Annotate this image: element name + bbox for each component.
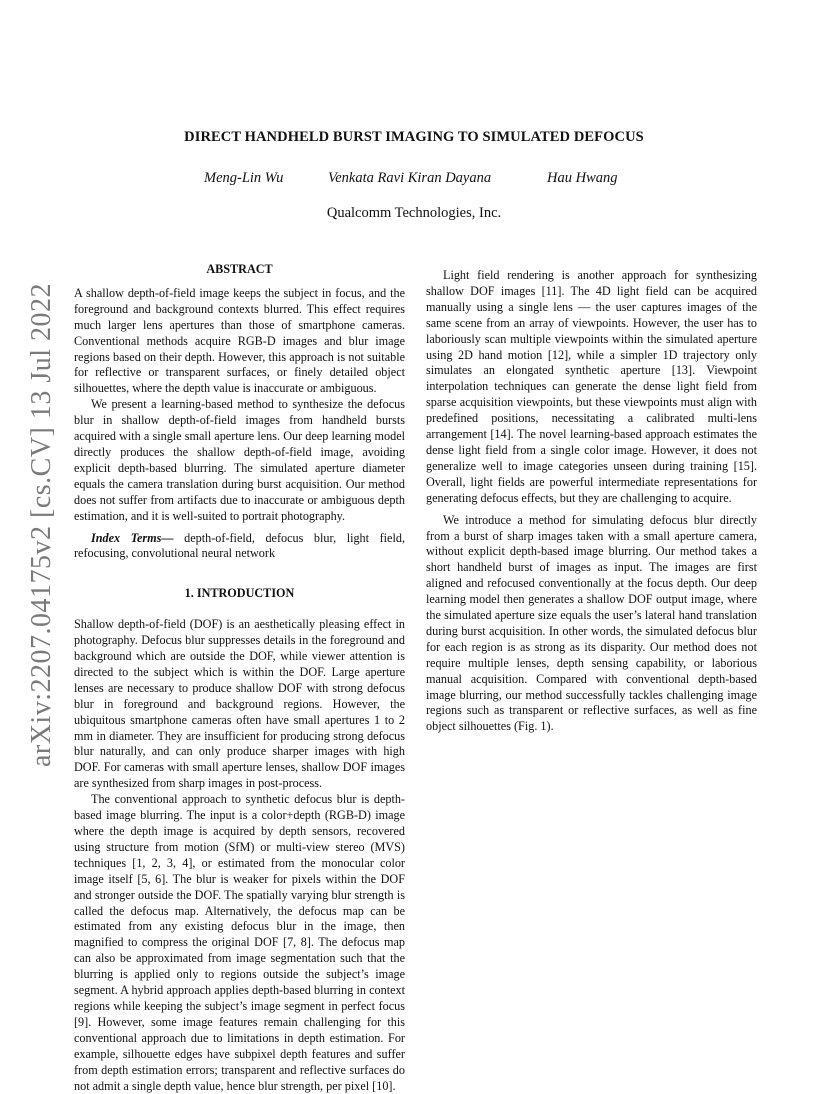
arxiv-sidebar [22, 282, 62, 768]
index-terms-label: Index Terms— [91, 530, 174, 545]
intro-heading: 1. INTRODUCTION [184, 586, 295, 601]
index-terms [74, 531, 405, 563]
author-1: Meng-Lin Wu [204, 170, 284, 186]
abstract-paragraph-1: A shallow depth-of-field image keeps the subject in focus, and the foreground and background contexts blurred. This effect requires much larger lens apertures than those of smartphone cameras. Conventional methods acquire RGB-D images and blur image regions based on their depth. However, this approach is not suitable for reflective or transparent surfaces, or finely detailed object silhouettes, where the depth value is inaccurate or ambiguous. [74, 285, 405, 396]
abstract-heading: ABSTRACT [206, 262, 273, 276]
abstract-paragraph-2: We present a learning-based method to synthesize the defocus blur in shallow depth-of-field images from handheld bursts acquired with a single small aperture lens. Our deep learning model directly produces the shallow depth-of-field image, avoiding explicit depth-based blurring. The simulated aperture diameter equals the camera translation during burst acquisition. Our method does not suffer from artifacts due to inaccurate or ambiguous depth estimation, and it is well-suited to portrait photography. [74, 397, 405, 523]
left-column [74, 262, 405, 1094]
paper-title: DIRECT HANDHELD BURST IMAGING TO SIMULATED DEFOCUS [184, 129, 644, 145]
intro-paragraph-2: The conventional approach to synthetic defocus blur is depth-based image blurring. The input is a color+depth (RGB-D) image where the depth image is acquired by depth sensors, recovered using structure from motion (SfM) or multi-view stereo (MVS) techniques [1, 2, 3, 4], or estimated from the monocular color image itself [5, 6]. The blur is weaker for pixels within the DOF and stronger outside the DOF. The spatially varying blur strength is called the defocus map. Alternatively, the defocus map can be estimated from any existing defocus blur in the image, then magnified to compress the original DOF [7, 8]. The defocus map can also be approximated from image segmentation such that the blurring is applied only to regions outside the subject’s image segment. A hybrid approach applies depth-based blurring in context regions while keeping the subject’s image segment in perfect focus [9]. However, some image features remain challenging for this conventional approach due to limitations in depth estimation. For example, silhouette edges have subpixel depth features and suffer from depth estimation errors; transparent and reflective surfaces do not admit a single depth value, hence blur strength, per pixel [10]. [74, 792, 405, 1093]
intro-paragraph-1: Shallow depth-of-field (DOF) is an aesthetically pleasing effect in photography. Defocus blur suppresses details in the foreground and background which are outside the DOF, while viewer attention is directed to the subject which is within the DOF. Large aperture lenses are necessary to produce shallow DOF with strong defocus blur in foreground and background regions. However, the ubiquitous smartphone cameras often have small apertures 1 to 2 mm in diameter. They are insufficient for producing strong defocus blur naturally, and can only produce sharper images with high DOF. For cameras with small aperture lenses, shallow DOF images are synthesized from sharp images in post-process. [74, 617, 405, 791]
author-3: Hau Hwang [547, 170, 618, 186]
intro-paragraph-3: Light field rendering is another approach for synthesizing shallow DOF images [11]. The 4D light field can be acquired manually using a single lens — the user captures images of the same scene from an array of viewpoints. However, the user has to laboriously scan multiple viewpoints within the simulated aperture using 2D hand motion [12], while a simpler 1D trajectory only simulates an elongated synthetic aperture [13]. Viewpoint interpolation techniques can generate the dense light field from sparse acquisition viewpoints, but these viewpoints must align with predefined positions, necessitating a calibrated multi-lens arrangement [14]. The novel learning-based approach estimates the dense light field from a single color image. However, it does not generalize well to image categories unseen during training [15]. Overall, light fields are powerful intermediate representations for generating defocus effects, but they are challenging to acquire. [426, 268, 757, 505]
intro-paragraph-4: We introduce a method for simulating defocus blur directly from a burst of sharp images taken with a small aperture camera, without explicit depth-based image blurring. Our method takes a short handheld burst of images as input. The images are first aligned and refocused conventionally at the focus depth. Our deep learning model then generates a shallow DOF output image, where the simulated aperture size equals the user’s lateral hand translation during burst acquisition. In other words, the simulated defocus blur for each region is as strong as its disparity. Our method does not require multiple lenses, depth sensing capability, or laborious manual acquisition. Compared with conventional depth-based image blurring, our method successfully tackles challenging image regions such as transparent or reflective surfaces, as well as fine object silhouettes (Fig. 1). [426, 512, 757, 734]
index-terms-text: depth-of-field, defocus blur, light field, refocusing, convolutional neural network [74, 530, 405, 561]
arxiv-id: arXiv:2207.04175v2 [cs.CV] 13 Jul 2022 [26, 282, 57, 768]
author-2: Venkata Ravi Kiran Dayana [328, 170, 492, 186]
affiliation: Qualcomm Technologies, Inc. [326, 205, 502, 221]
right-column [426, 262, 757, 735]
